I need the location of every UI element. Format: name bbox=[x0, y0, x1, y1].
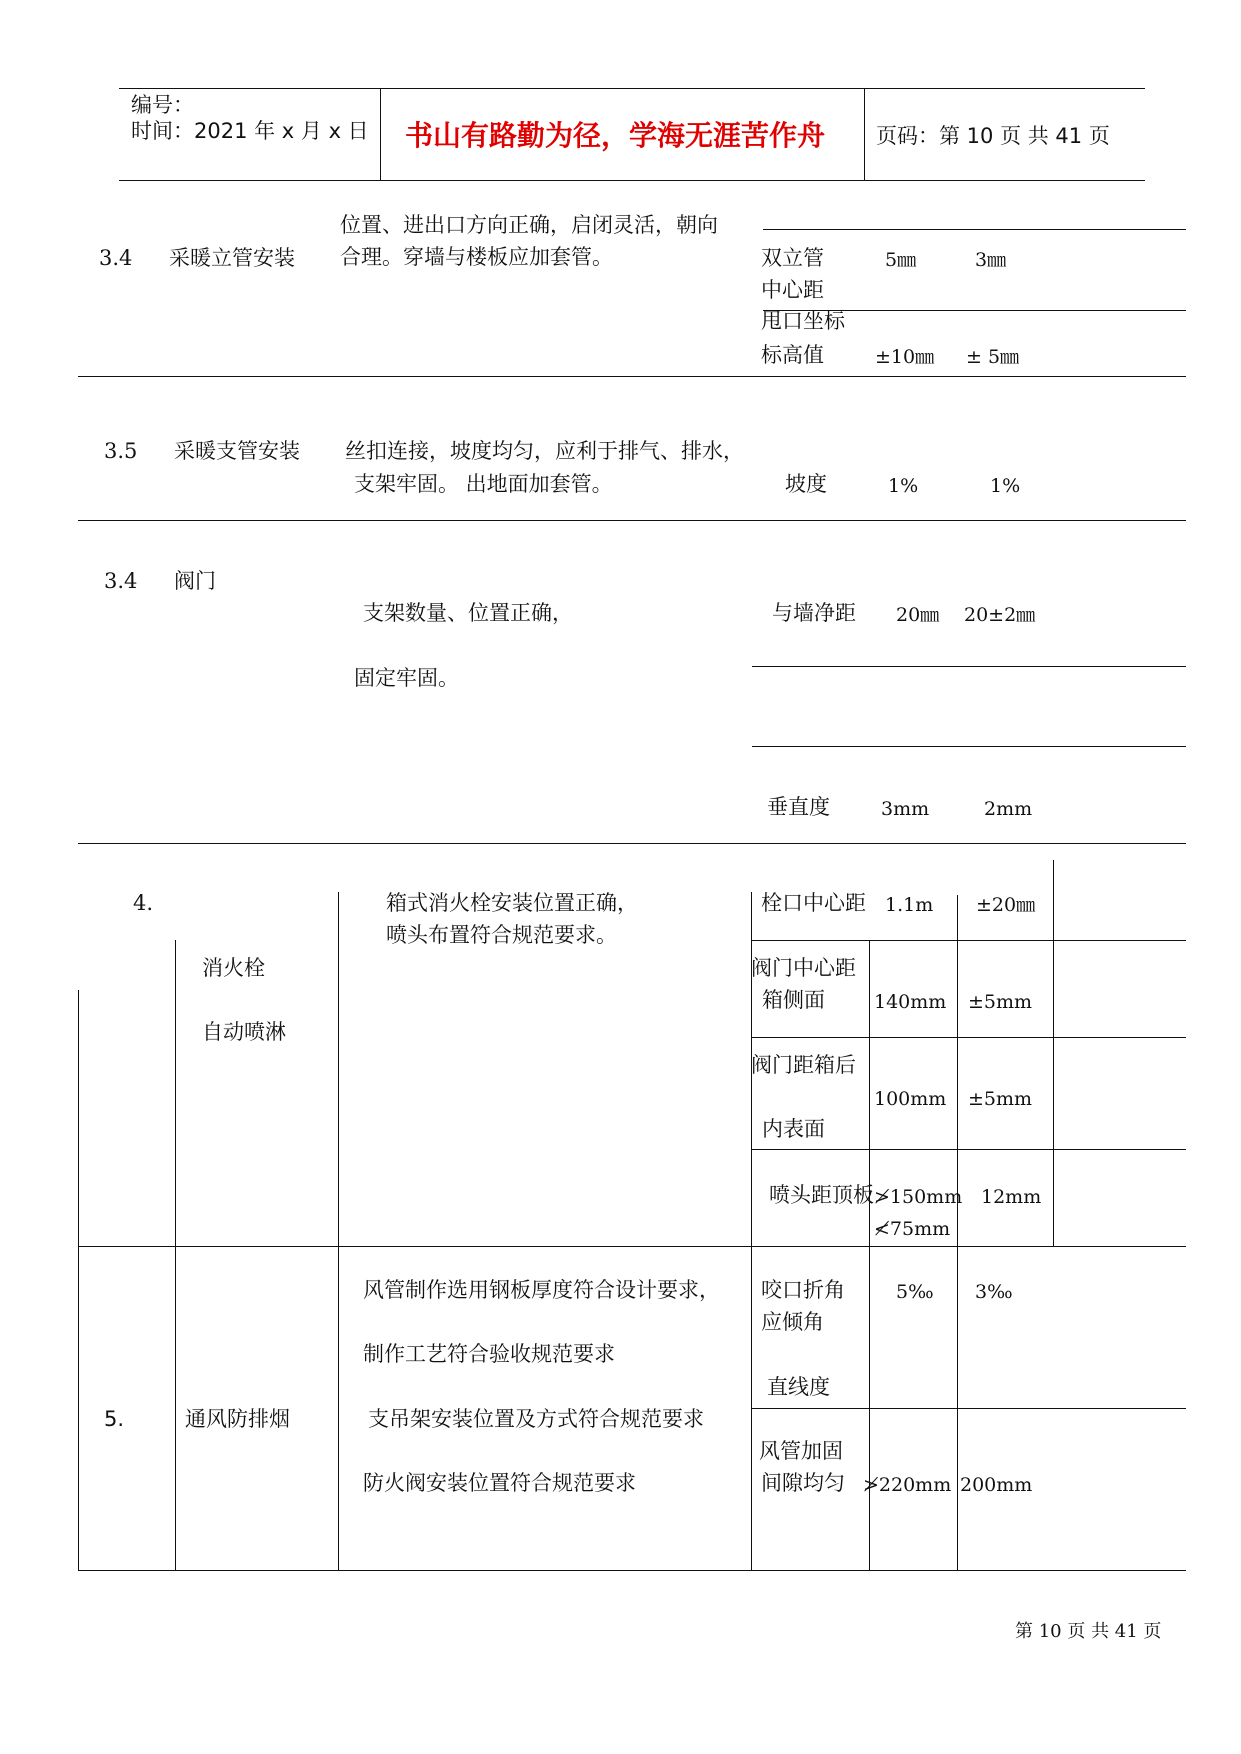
check-item: 内表面 bbox=[762, 1117, 825, 1141]
grid-line bbox=[78, 1246, 1186, 1247]
allowed-value: ±10㎜ bbox=[875, 346, 935, 368]
measured-value: 2mm bbox=[984, 798, 1033, 820]
check-item: 甩口坐标 bbox=[761, 309, 845, 333]
grid-line bbox=[78, 990, 79, 1074]
check-item: 垂直度 bbox=[767, 795, 830, 819]
item-name: 采暖支管安装 bbox=[174, 439, 300, 463]
allowed-value: ≯220mm bbox=[863, 1474, 952, 1496]
item-name: 通风防排烟 bbox=[185, 1407, 290, 1431]
grid-line bbox=[1053, 860, 1054, 1246]
measured-value: 20±2㎜ bbox=[964, 604, 1036, 626]
requirement-line: 制作工艺符合验收规范要求 bbox=[363, 1342, 615, 1366]
requirement-line: 支吊架安装位置及方式符合规范要求 bbox=[368, 1407, 704, 1431]
measured-value: 12mm bbox=[981, 1186, 1042, 1208]
header-page-info: 页码：第 10 页 共 41 页 bbox=[876, 124, 1110, 148]
grid-line bbox=[78, 1074, 79, 1570]
item-name: 自动喷淋 bbox=[202, 1020, 286, 1044]
measured-value: 3㎜ bbox=[975, 249, 1007, 271]
item-number: 4. bbox=[133, 891, 154, 915]
header-bottom-line bbox=[119, 180, 1145, 181]
check-item: 风管加固 bbox=[759, 1439, 843, 1463]
allowed-value: 20㎜ bbox=[896, 604, 940, 626]
grid-line bbox=[957, 895, 958, 1570]
check-item: 咬口折角 bbox=[761, 1278, 845, 1302]
grid-line bbox=[751, 1408, 1186, 1409]
check-item: 标高值 bbox=[761, 343, 824, 367]
measured-value: 1% bbox=[990, 475, 1021, 497]
allowed-value: 140mm bbox=[874, 991, 947, 1013]
header-motto: 书山有路勤为径，学海无涯苦作舟 bbox=[405, 119, 826, 152]
check-item: 喷头距顶板 bbox=[769, 1183, 874, 1207]
grid-line bbox=[751, 892, 752, 1570]
requirement-line: 喷头布置符合规范要求。 bbox=[386, 923, 617, 947]
sub-line bbox=[752, 746, 1186, 747]
check-item: 双立管 bbox=[761, 246, 824, 270]
allowed-value: 3mm bbox=[881, 798, 930, 820]
check-item: 阀门距箱后 bbox=[751, 1053, 856, 1077]
item-number: 3.4 bbox=[104, 569, 138, 593]
sub-line bbox=[763, 229, 1186, 230]
grid-line bbox=[751, 940, 1186, 941]
requirement-line: 位置、进出口方向正确，启闭灵活，朝向 bbox=[340, 213, 718, 237]
row-separator bbox=[78, 376, 1186, 377]
requirement-line: 风管制作选用钢板厚度符合设计要求， bbox=[363, 1278, 720, 1302]
check-item: 箱侧面 bbox=[762, 988, 825, 1012]
page-footer: 第 10 页 共 41 页 bbox=[1015, 1621, 1162, 1642]
row-separator bbox=[78, 843, 1186, 844]
measured-value: ±20㎜ bbox=[976, 894, 1036, 916]
header-divider-left bbox=[380, 88, 381, 180]
requirement-line: 防火阀安装位置符合规范要求 bbox=[363, 1471, 636, 1495]
allowed-value: 5‰ bbox=[896, 1281, 934, 1303]
grid-line bbox=[175, 940, 176, 1570]
allowed-value: 100mm bbox=[874, 1088, 947, 1110]
measured-value: 200mm bbox=[960, 1474, 1033, 1496]
allowed-value: 5㎜ bbox=[885, 249, 917, 271]
allowed-value: 1.1m bbox=[885, 894, 934, 916]
grid-line bbox=[78, 1570, 1186, 1571]
check-item: 直线度 bbox=[767, 1375, 830, 1399]
check-item: 与墙净距 bbox=[772, 601, 856, 625]
check-item: 应倾角 bbox=[761, 1310, 824, 1334]
row-separator bbox=[78, 520, 1186, 521]
allowed-value: ≮75mm bbox=[874, 1218, 951, 1240]
item-number: 5. bbox=[104, 1407, 125, 1431]
measured-value: ±5mm bbox=[968, 1088, 1033, 1110]
requirement-line: 固定牢固。 bbox=[354, 666, 459, 690]
measured-value: 3‰ bbox=[975, 1281, 1013, 1303]
allowed-value: 1% bbox=[888, 475, 919, 497]
item-name: 阀门 bbox=[174, 569, 216, 593]
header-divider-right bbox=[864, 88, 865, 180]
document-time-label: 时间：2021 年 x 月 x 日 bbox=[131, 119, 369, 143]
requirement-line: 支架数量、位置正确， bbox=[363, 601, 573, 625]
grid-line bbox=[751, 1149, 1186, 1150]
check-item: 阀门中心距 bbox=[751, 956, 856, 980]
document-number-label: 编号： bbox=[131, 93, 194, 117]
requirement-line: 丝扣连接，坡度均匀，应利于排气、排水， bbox=[345, 439, 744, 463]
item-name: 采暖立管安装 bbox=[169, 246, 295, 270]
sub-line bbox=[752, 666, 1186, 667]
grid-line bbox=[751, 1037, 1186, 1038]
requirement-line: 合理。穿墙与楼板应加套管。 bbox=[340, 245, 613, 269]
header-top-line bbox=[119, 88, 1145, 89]
check-item: 栓口中心距 bbox=[761, 891, 866, 915]
requirement-line: 支架牢固。 出地面加套管。 bbox=[354, 472, 613, 496]
requirement-line: 箱式消火栓安装位置正确， bbox=[386, 891, 638, 915]
measured-value: ± 5㎜ bbox=[966, 346, 1020, 368]
item-name: 消火栓 bbox=[202, 956, 265, 980]
check-item: 中心距 bbox=[761, 278, 824, 302]
check-item: 坡度 bbox=[785, 472, 827, 496]
grid-line bbox=[338, 892, 339, 1570]
check-item: 间隙均匀 bbox=[761, 1471, 845, 1495]
item-number: 3.5 bbox=[104, 439, 138, 463]
measured-value: ±5mm bbox=[968, 991, 1033, 1013]
item-number: 3.4 bbox=[99, 246, 133, 270]
allowed-value: ≯150mm bbox=[874, 1186, 963, 1208]
